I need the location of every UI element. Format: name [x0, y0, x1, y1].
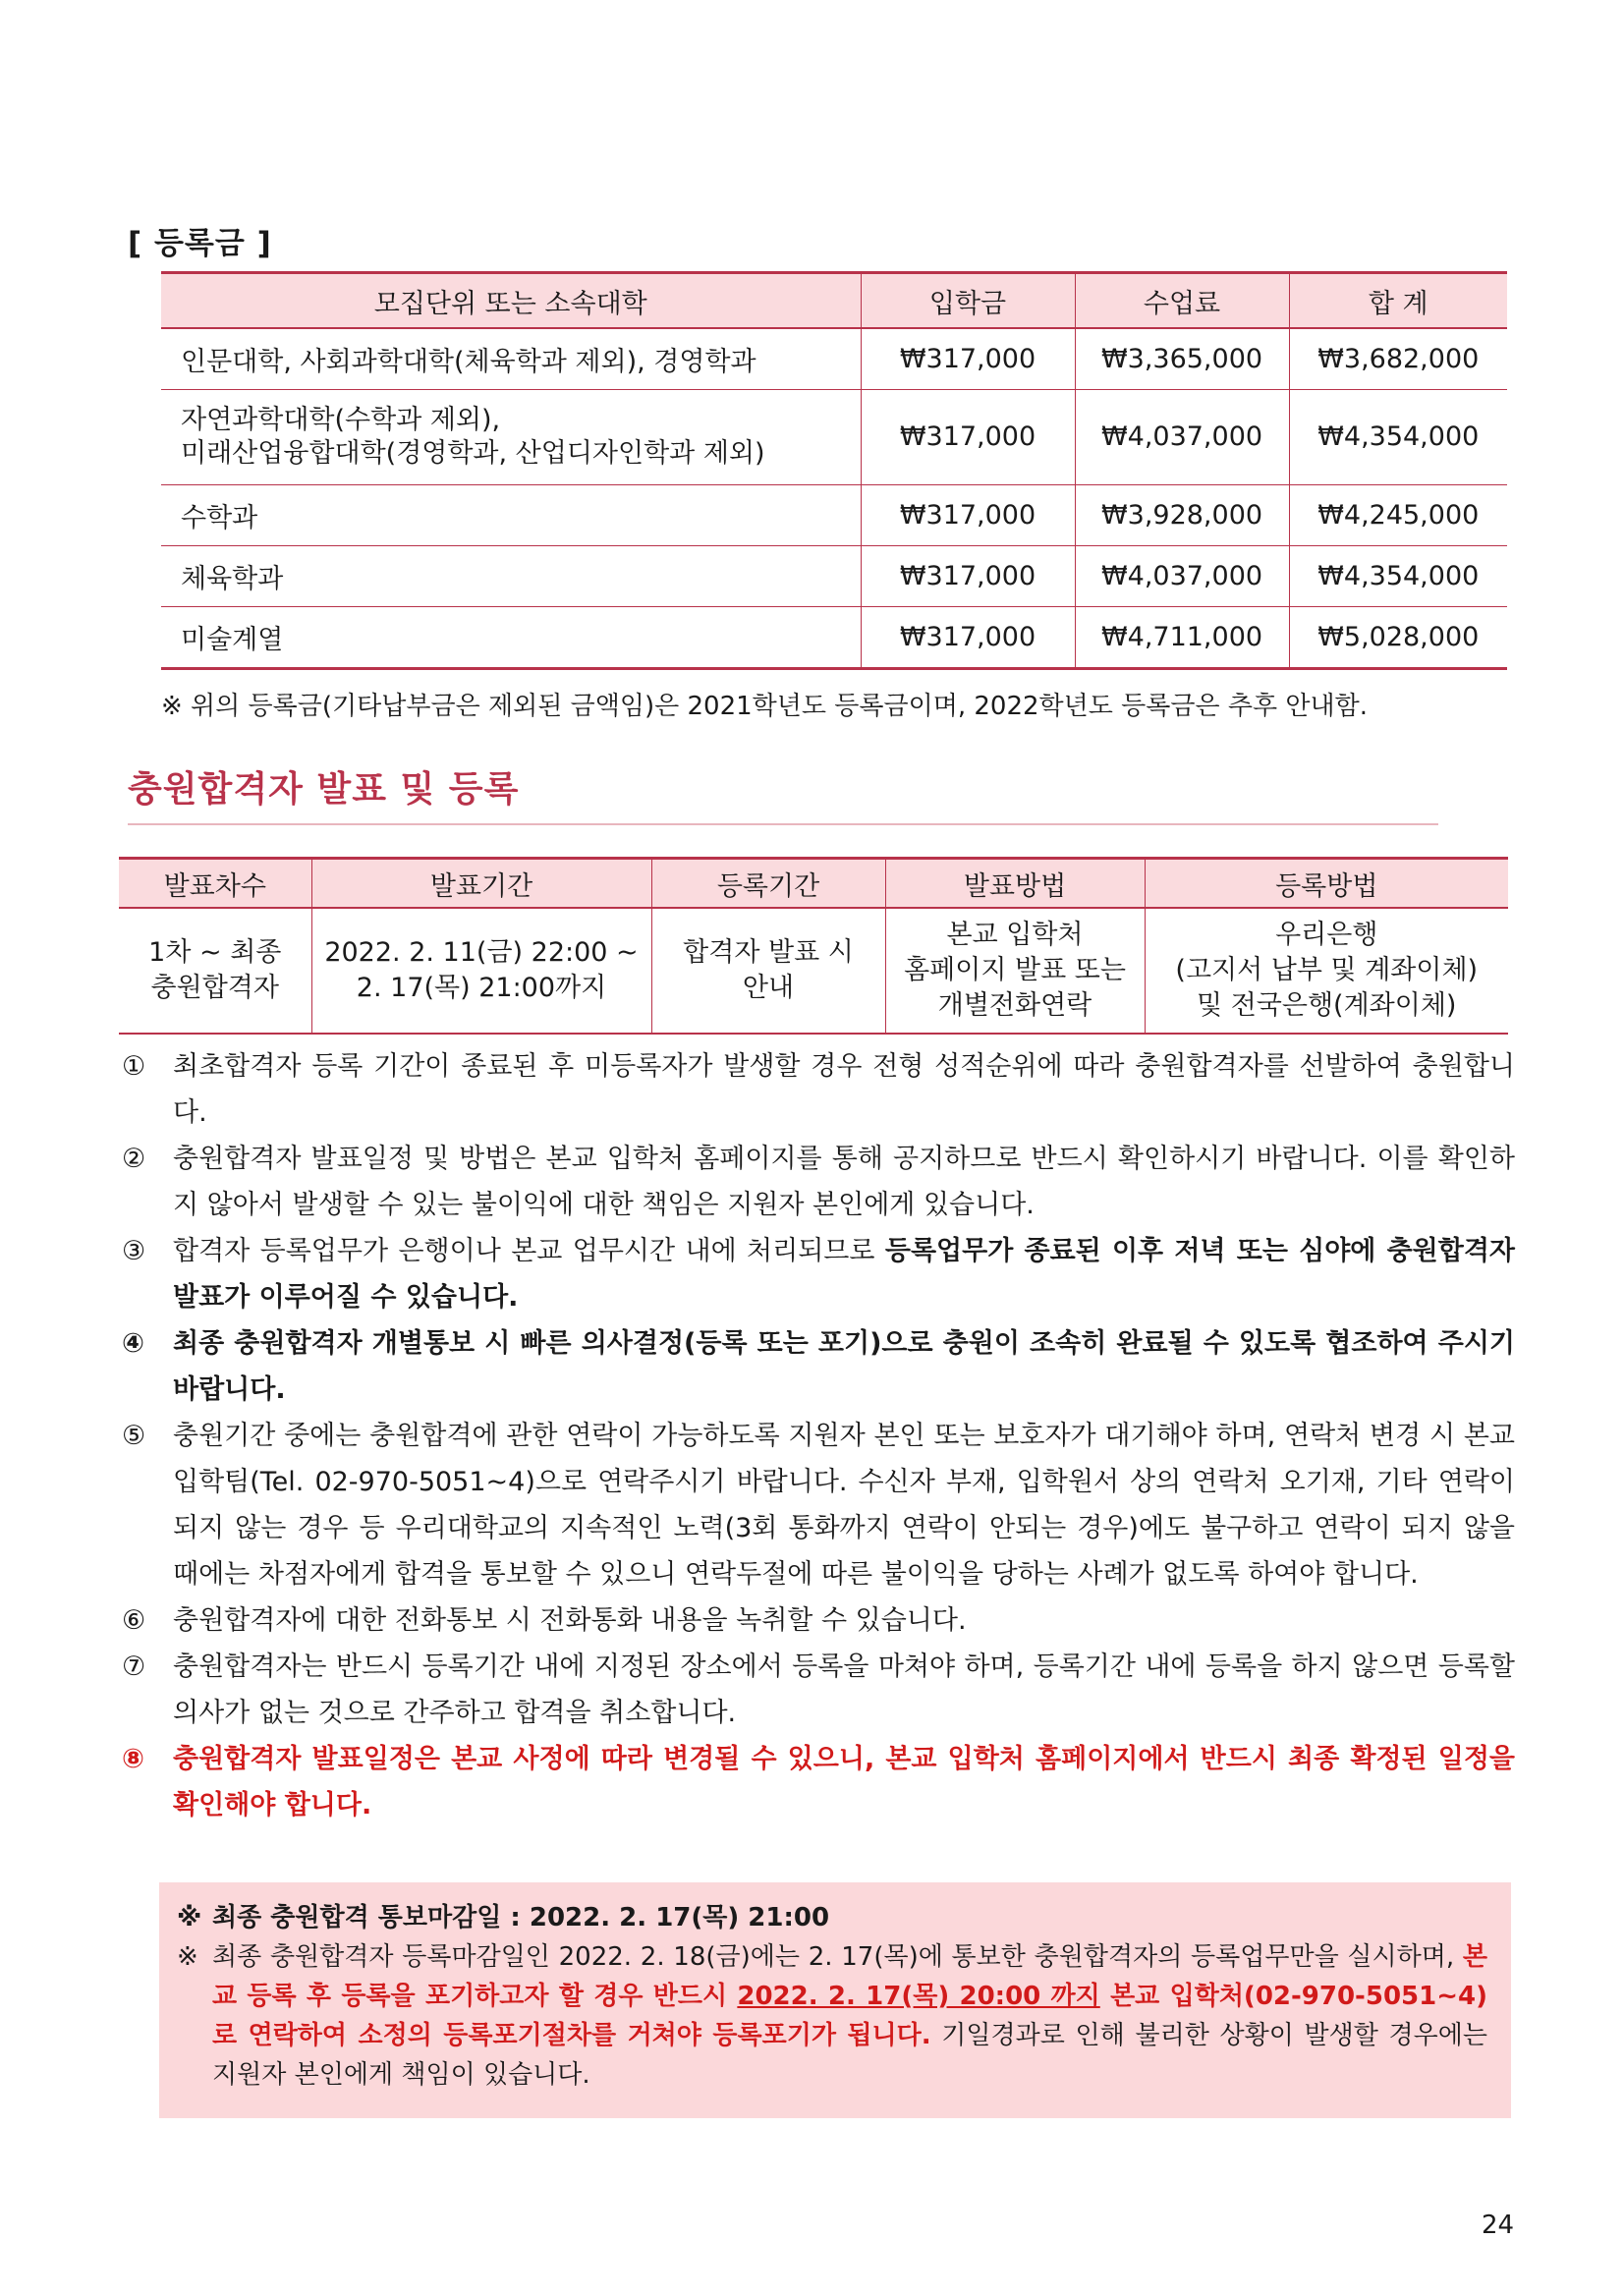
- total-cell: ₩4,354,000: [1289, 390, 1507, 485]
- table-row: [119, 908, 1508, 1034]
- cell-line: (고지서 납부 및 계좌이체): [1175, 955, 1479, 985]
- tuition-cell: ₩3,928,000: [1075, 485, 1289, 546]
- unit-cell: 체육학과: [161, 546, 861, 607]
- note-number: ⑦: [122, 1652, 146, 1682]
- column-header-tuition: 수업료: [1075, 273, 1289, 329]
- note-text-plain: 합격자 등록업무가 은행이나 본교 업무시간 내에 처리되므로: [173, 1236, 885, 1266]
- cell-line: 안내: [742, 973, 795, 1003]
- reference-mark: ※: [177, 1903, 202, 1932]
- round-cell: [119, 908, 311, 1034]
- cell-line: 합격자 발표 시: [683, 937, 854, 968]
- notice-deadline: 최종 충원합격 통보마감일 : 2022. 2. 17(목) 21:00: [212, 1903, 830, 1932]
- admission-fee-cell: ₩317,000: [861, 546, 1075, 607]
- cell-line: 충원합격자: [150, 973, 279, 1003]
- list-item: [122, 1043, 1515, 1136]
- admission-fee-cell: ₩317,000: [861, 328, 1075, 390]
- unit-cell: [161, 390, 861, 485]
- table-row: [161, 390, 1507, 485]
- notice-box: [159, 1882, 1511, 2118]
- notice-plain: 최종 충원합격자 등록마감일인 2022. 2. 18(금)에는 2. 17(목)에 통보한 충원합격자의 등록업무만을 실시하며,: [212, 1942, 1463, 1972]
- cell-line: 1차 ~ 최종: [148, 937, 282, 968]
- tuition-note: ※ 위의 등록금(기타납부금은 제외된 금액임)은 2021학년도 등록금이며, 2022학년도 등록금은 추후 안내함.: [161, 692, 1368, 721]
- registration-method-cell: [1145, 908, 1508, 1034]
- list-item: [122, 1136, 1515, 1228]
- table-header-row: [161, 273, 1507, 329]
- table-row: [161, 328, 1507, 390]
- note-text: 충원합격자 발표일정 및 방법은 본교 입학처 홈페이지를 통해 공지하므로 반드시 확인하시기 바랍니다. 이를 확인하지 않아서 발생할 수 있는 불이익에 대한 책임은 지원자 본인에게 있습니다.: [173, 1144, 1515, 1220]
- note-text: 충원기간 중에는 충원합격에 관한 연락이 가능하도록 지원자 본인 또는 보호자가 대기해야 하며, 연락처 변경 시 본교 입학팀(Tel. 02-970-5051~4)으로 연락주시기 바랍니다. 수신자 부재, 입학원서 상의 연락처 오기재, 기타 연락이 되지 않는 경우 등 우리대학교의 지속적인 노력(3회 통화까지 연락이 안되는 경우)에도 불구하고 연락이 되지 않을 때에는 차점자에게 합격을 통보할 수 있으니 연락두절에 따른 불이익을 당하는 사례가 없도록 하여야 합니다.: [173, 1421, 1515, 1590]
- table-header-row: [119, 859, 1508, 909]
- note-number: ④: [122, 1328, 144, 1359]
- note-text: [173, 1228, 1515, 1320]
- total-cell: ₩5,028,000: [1289, 607, 1507, 669]
- note-number: ①: [122, 1051, 146, 1082]
- notice-emphasis: 본교 등록 후 등록을 포기하고자 할 경우 반드시: [212, 1942, 1487, 2011]
- admission-fee-cell: ₩317,000: [861, 390, 1075, 485]
- note-text: 충원합격자 발표일정은 본교 사정에 따라 변경될 수 있으니, 본교 입학처 홈페이지에서 반드시 최종 확정된 일정을 확인해야 합니다.: [173, 1744, 1515, 1820]
- note-text: 최초합격자 등록 기간이 종료된 후 미등록자가 발생할 경우 전형 성적순위에 따라 충원합격자를 선발하여 충원합니다.: [173, 1051, 1515, 1128]
- list-item: [122, 1644, 1515, 1736]
- cell-line: 2022. 2. 11(금) 22:00 ~: [324, 937, 639, 968]
- column-header-registration-period: 등록기간: [651, 859, 885, 909]
- unit-line: 미래산업융합대학(경영학과, 산업디자인학과 제외): [181, 438, 765, 469]
- total-cell: ₩3,682,000: [1289, 328, 1507, 390]
- note-text: 충원합격자는 반드시 등록기간 내에 지정된 장소에서 등록을 마쳐야 하며, 등록기간 내에 등록을 하지 않으면 등록할 의사가 없는 것으로 간주하고 합격을 취소합니다.: [173, 1652, 1515, 1728]
- list-item: [122, 1413, 1515, 1597]
- note-text: 최종 충원합격자 개별통보 시 빠른 의사결정(등록 또는 포기)으로 충원이 조속히 완료될 수 있도록 협조하여 주시기 바랍니다.: [173, 1328, 1515, 1405]
- column-header-admission-fee: 입학금: [861, 273, 1075, 329]
- tuition-section-title: [ 등록금 ]: [128, 226, 272, 261]
- admission-fee-cell: ₩317,000: [861, 607, 1075, 669]
- total-cell: ₩4,245,000: [1289, 485, 1507, 546]
- tuition-cell: ₩4,711,000: [1075, 607, 1289, 669]
- list-item: [122, 1736, 1515, 1828]
- note-number: ③: [122, 1236, 146, 1266]
- tuition-cell: ₩4,037,000: [1075, 390, 1289, 485]
- unit-cell: 미술계열: [161, 607, 861, 669]
- column-header-total: 합 계: [1289, 273, 1507, 329]
- note-number: ⑧: [122, 1744, 144, 1774]
- table-row: [161, 485, 1507, 546]
- column-header-round: 발표차수: [119, 859, 311, 909]
- unit-cell: 인문대학, 사회과학대학(체육학과 제외), 경영학과: [161, 328, 861, 390]
- notice-emphasis: 본교 입학처(02-970-5051~4)로 연락하여 소정의 등록포기절차를 거쳐야 등록포기가 됩니다.: [212, 1982, 1487, 2050]
- tuition-cell: ₩3,365,000: [1075, 328, 1289, 390]
- unit-cell: 수학과: [161, 485, 861, 546]
- page-number: 24: [1482, 2211, 1515, 2240]
- total-cell: ₩4,354,000: [1289, 546, 1507, 607]
- list-item: [122, 1320, 1515, 1413]
- tuition-cell: ₩4,037,000: [1075, 546, 1289, 607]
- notice-line: [177, 1898, 1487, 1937]
- reference-mark: ※: [177, 1942, 198, 1972]
- notice-text: [212, 1937, 1487, 2095]
- admission-fee-cell: ₩317,000: [861, 485, 1075, 546]
- additional-admission-section-title: 충원합격자 발표 및 등록: [128, 761, 1438, 825]
- notes-list: [122, 1043, 1515, 1828]
- column-header-announcement-period: 발표기간: [311, 859, 651, 909]
- table-row: [161, 607, 1507, 669]
- announcement-table: [119, 857, 1508, 1035]
- cell-line: 본교 입학처: [946, 920, 1084, 950]
- column-header-registration-method: 등록방법: [1145, 859, 1508, 909]
- table-row: [161, 546, 1507, 607]
- unit-line: 자연과학대학(수학과 제외),: [181, 405, 501, 435]
- note-text-emphasis: 등록업무가 종료된 이후 저녁 또는 심야에 충원합격자 발표가 이루어질 수 있습니다.: [173, 1236, 1515, 1313]
- note-number: ⑥: [122, 1605, 146, 1636]
- cell-line: 우리은행: [1275, 920, 1378, 950]
- notice-plain: 기일경과로 인해 불리한 상황이 발생할 경우에는 지원자 본인에게 책임이 있습니다.: [212, 2021, 1487, 2090]
- column-header-announcement-method: 발표방법: [885, 859, 1145, 909]
- cell-line: 및 전국은행(계좌이체): [1197, 990, 1457, 1021]
- notice-line: [177, 1937, 1487, 2095]
- notice-emphasis-underlined: 2022. 2. 17(목) 20:00 까지: [737, 1982, 1100, 2011]
- note-text: 충원합격자에 대한 전화통보 시 전화통화 내용을 녹취할 수 있습니다.: [173, 1605, 967, 1636]
- note-number: ②: [122, 1144, 146, 1174]
- cell-line: 개별전화연락: [937, 990, 1092, 1021]
- list-item: [122, 1228, 1515, 1320]
- registration-period-cell: [651, 908, 885, 1034]
- announcement-method-cell: [885, 908, 1145, 1034]
- note-number: ⑤: [122, 1421, 146, 1451]
- list-item: [122, 1597, 1515, 1644]
- cell-line: 홈페이지 발표 또는: [904, 955, 1126, 985]
- tuition-table: [161, 271, 1507, 670]
- column-header-unit: 모집단위 또는 소속대학: [161, 273, 861, 329]
- cell-line: 2. 17(목) 21:00까지: [356, 973, 607, 1003]
- announcement-period-cell: [311, 908, 651, 1034]
